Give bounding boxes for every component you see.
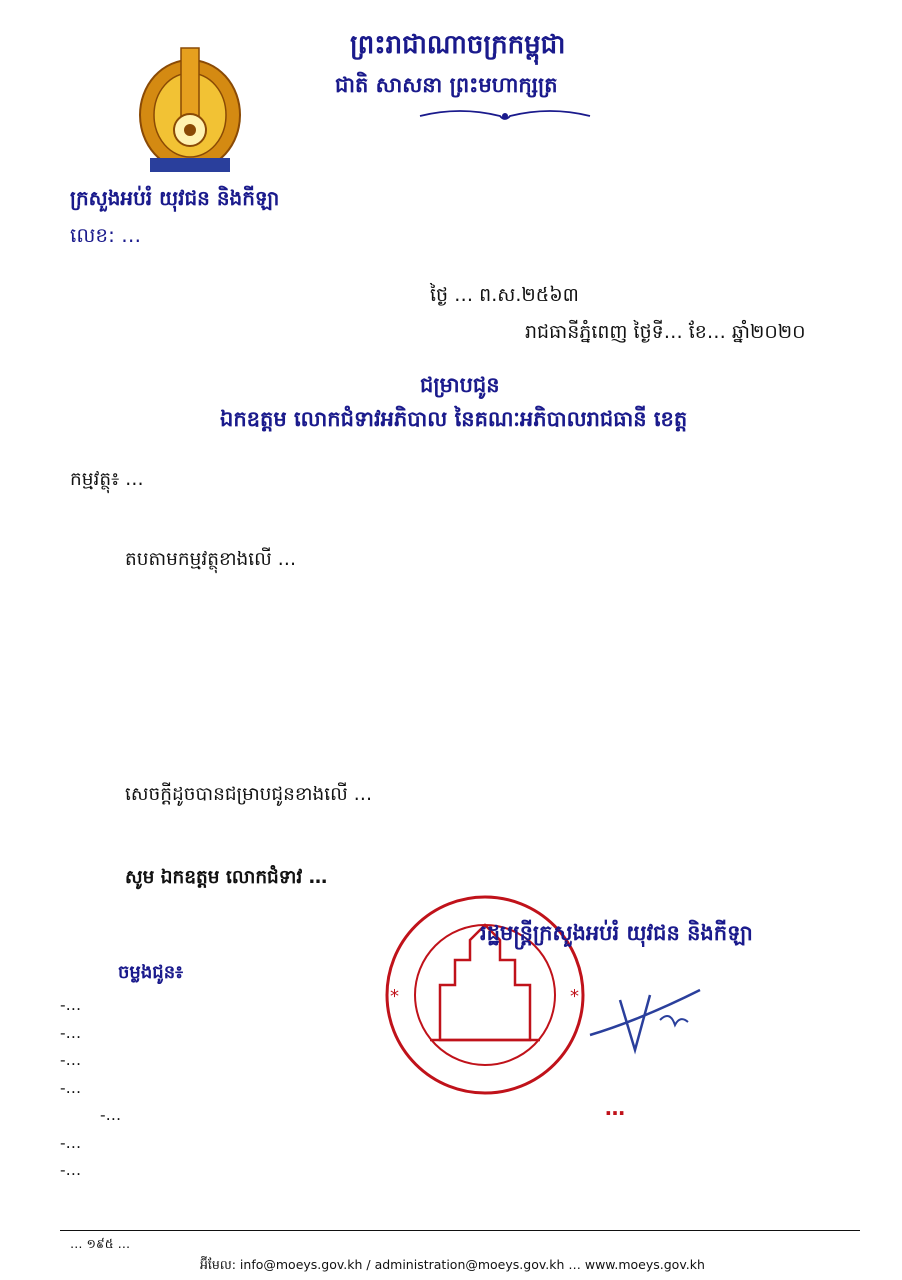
national-motto: ជាតិ សាសនា ព្រះមហាក្សត្រ [335,73,558,97]
handwritten-signature [580,980,720,1060]
ministry-name: ក្រសួងអប់រំ យុវជន និងកីឡា [70,186,280,210]
lunar-date: ថ្ងៃ … ព.ស.២៥៦៣ [430,284,579,306]
cc-item: -… [60,1051,82,1069]
cc-item: -… [60,1161,82,1179]
svg-text:*: * [570,986,579,1007]
cc-item: -… [60,1078,82,1097]
body-paragraph-1: តបតាមកម្មវត្ថុខាងលើ … [125,549,297,570]
solar-date: រាជធានីភ្នំពេញ ថ្ងៃទី… ខែ… ឆ្នាំ២០២០ [525,321,806,343]
svg-text:*: * [390,986,399,1007]
body-paragraph-2: សេចក្ដីដូចបានជម្រាបជូនខាងលើ … [125,784,373,805]
footer-contact: អ៊ីមែល: info@moeys.gov.kh / administration@moeys.gov.kh … www.moeys.gov.kh [200,1257,705,1272]
footer-address: … ១៩៥ … [70,1236,131,1251]
cc-item: -… [60,1133,82,1152]
signer-name: … [605,1096,625,1120]
cc-item: -… [100,1106,122,1124]
cc-list [60,992,121,1185]
closing-paragraph: សូម ឯកឧត្តម លោកជំទាវ … [125,867,328,888]
cc-item: -… [60,1023,82,1042]
recipient-name: ឯកឧត្តម លោកជំទាវអភិបាល នៃគណៈអភិបាលរាជធានី ខេត្ត [220,407,688,431]
cc-item: -… [60,996,82,1014]
signatory-title: រដ្ឋមន្ត្រីក្រសួងអប់រំ យុវជន និងកីឡា [480,921,753,945]
reference-number: លេខ: … [70,223,142,247]
kingdom-title: ព្រះរាជាណាចក្រកម្ពុជា [350,30,566,60]
cc-title: ចម្លងជូន៖ [118,962,184,983]
decorative-ornament [415,104,595,126]
royal-emblem-logo [135,40,245,175]
footer-divider [60,1230,860,1231]
subject-line: កម្មវត្ថុ៖ … [70,469,144,490]
recipient-label: ជម្រាបជូន [420,373,500,397]
